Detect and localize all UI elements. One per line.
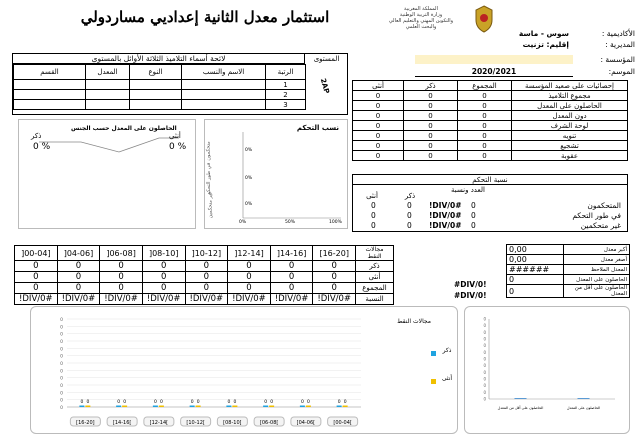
range-cell: 0 <box>270 261 313 272</box>
y-tick-label: 0 <box>483 389 486 395</box>
top-students-title: لائحة أسماء التلاميذ الثلاثة الأوائل بالمستوى <box>13 54 305 64</box>
bar <box>122 406 127 408</box>
y-tick-label: 0 <box>60 347 63 353</box>
mastery-percent: #DIV/0! <box>429 221 462 230</box>
table-row <box>507 285 630 298</box>
bar-data-label: 0 <box>337 400 341 405</box>
range-cell: #DIV/0! <box>313 294 356 305</box>
season-row <box>400 66 635 77</box>
range-cell: 0 <box>313 283 356 294</box>
table-row <box>353 91 628 101</box>
female-cell: 0 <box>353 131 404 141</box>
range-cell: 0 <box>313 272 356 283</box>
top-students-table <box>13 64 306 110</box>
total-cell: 0 <box>458 111 512 121</box>
y-tick-label: 0 <box>483 376 486 382</box>
range-extra-value: #DIV/0! <box>454 280 487 289</box>
ministry-line: وزارة التربية الوطنية <box>399 12 443 18</box>
y-tick-label: 0 <box>60 318 63 323</box>
column-header: ذكر <box>404 81 458 91</box>
table-row <box>15 272 394 283</box>
column-header: المجموع <box>458 81 512 91</box>
level-value: 2AP <box>318 77 331 95</box>
table-header-row <box>15 246 394 261</box>
bar-data-label: 0 <box>300 400 304 405</box>
female-cell: 0 <box>353 111 404 121</box>
mastery-row <box>353 201 627 211</box>
x-tick-label: [04-06[ <box>296 420 316 426</box>
table-row <box>353 141 628 151</box>
range-cell: #DIV/0! <box>15 294 58 305</box>
mastery-female: 0 <box>371 211 376 220</box>
y-tick-label: 0 <box>483 343 486 349</box>
academy-row <box>505 28 635 39</box>
bar <box>578 398 590 399</box>
bar <box>232 406 237 408</box>
academy-label: الأكاديمية : <box>601 29 635 38</box>
class-cell[interactable] <box>14 100 86 110</box>
range-cell: 0 <box>100 261 143 272</box>
bar <box>79 406 84 408</box>
y-tick-label: 0 <box>483 349 486 355</box>
mastery-chart-axes <box>205 120 349 230</box>
male-value: 0 % <box>33 142 51 152</box>
y-tick-label: 0 <box>60 354 63 360</box>
mastery-male: 0 <box>407 221 412 230</box>
score-ranges-chart-svg <box>31 307 459 435</box>
mastery-column-header: أنثى <box>366 192 378 200</box>
row-label: المعدل الملاحظ <box>564 265 630 275</box>
table-row <box>14 100 306 110</box>
total-cell: 0 <box>458 151 512 161</box>
bar <box>300 406 305 408</box>
legend-swatch <box>431 351 436 356</box>
row-label: المتحكمون <box>587 201 621 210</box>
ministry-line: والبحث العلمي <box>405 24 437 30</box>
chart-title: مجالات النقط <box>397 318 431 325</box>
male-cell: 0 <box>404 111 458 121</box>
school-row <box>400 54 635 65</box>
bar-data-label: 0 <box>86 400 90 405</box>
bar <box>515 398 527 399</box>
mastery-subheader: العدد ونسبة <box>451 186 485 194</box>
average-counts-chart-svg <box>465 307 631 435</box>
row-label: الحاصلون على أقل من المعدل <box>564 285 630 298</box>
row-label: الحاصلون على المعدل <box>564 275 630 285</box>
female-cell: 0 <box>353 151 404 161</box>
male-cell: 0 <box>404 91 458 101</box>
column-header: إحصائيات على صعيد المؤسسة <box>512 81 628 91</box>
bar <box>85 406 90 408</box>
row-label: مجموع التلاميذ <box>512 91 628 101</box>
y-tick-label: 0 <box>483 396 486 402</box>
range-cell: 0 <box>57 261 100 272</box>
female-cell: 0 <box>353 141 404 151</box>
gender-cell[interactable] <box>130 100 182 110</box>
school-info <box>505 28 635 50</box>
average-cell[interactable] <box>86 100 130 110</box>
x-tick-label: 100% <box>329 220 342 225</box>
season-value: 2020/2021 <box>415 67 573 77</box>
ministry-header <box>374 6 468 30</box>
column-header: [10-12[ <box>185 246 228 261</box>
range-cell: 0 <box>100 272 143 283</box>
row-label: تنويه <box>512 131 628 141</box>
male-cell: 0 <box>404 121 458 131</box>
season-label: الموسم: <box>608 67 635 76</box>
y-tick-label: 0 <box>60 398 63 404</box>
bar <box>116 406 121 408</box>
bar <box>337 406 342 408</box>
bar-data-label: 0 <box>264 400 268 405</box>
mastery-percent: #DIV/0! <box>429 211 462 220</box>
average-value: 0 <box>507 275 564 285</box>
row-label: المجموع <box>356 283 394 294</box>
column-header: الرتبة <box>266 65 306 80</box>
mastery-column-header: ذكر <box>404 192 416 200</box>
legend-label: أنثى <box>441 375 453 382</box>
average-value: 0,00 <box>507 245 564 255</box>
y-tick-label: 0 <box>483 369 486 375</box>
bar <box>153 406 158 408</box>
y-tick-label: 0 <box>483 383 486 389</box>
range-cell: 0 <box>57 272 100 283</box>
range-cell: #DIV/0! <box>185 294 228 305</box>
legend-swatch <box>431 379 436 384</box>
bar-data-label: 0% <box>245 202 253 207</box>
x-tick-label: [16-20] <box>76 420 95 426</box>
ministry-line: المملكة المغربية <box>404 6 438 12</box>
table-row <box>507 265 630 275</box>
school-label: المؤسسة : <box>600 55 635 64</box>
y-tick-label: 0 <box>483 363 486 369</box>
male-cell: 0 <box>404 101 458 111</box>
gender-cell[interactable] <box>130 80 182 90</box>
coat-of-arms-icon <box>472 4 496 34</box>
range-cell: 0 <box>228 283 271 294</box>
y-tick-label: 0 <box>60 362 63 367</box>
total-cell: 0 <box>458 101 512 111</box>
class-cell[interactable] <box>14 80 86 90</box>
y-tick-label: 0 <box>483 316 486 322</box>
y-tick-label: 0 <box>483 336 486 342</box>
range-cell: 0 <box>185 283 228 294</box>
y-tick-label: 0 <box>60 376 63 382</box>
range-cell: 0 <box>142 261 185 272</box>
y-tick-label: 0 <box>483 323 486 329</box>
range-cell: #DIV/0! <box>270 294 313 305</box>
table-row <box>353 101 628 111</box>
male-cell: 0 <box>404 131 458 141</box>
bar-data-label: 0% <box>245 148 253 153</box>
range-cell: 0 <box>15 283 58 294</box>
range-extra-value: #DIV/0! <box>454 291 487 300</box>
rank-cell: 1 <box>266 80 306 90</box>
x-tick-label: [08-10[ <box>223 420 242 426</box>
bar <box>343 406 348 408</box>
table-row <box>353 111 628 121</box>
range-cell: 0 <box>270 283 313 294</box>
mastery-title: نسبة التحكم <box>353 175 627 185</box>
total-cell: 0 <box>458 121 512 131</box>
range-cell: 0 <box>15 272 58 283</box>
column-header: أنثى <box>353 81 404 91</box>
y-tick-label: 0 <box>483 329 486 335</box>
mastery-total: 0 <box>471 221 476 230</box>
top-students-panel <box>12 53 348 115</box>
female-value: 0 % <box>169 142 187 152</box>
x-tick-label: [10-12[ <box>186 420 205 426</box>
table-row <box>15 294 394 305</box>
range-cell: #DIV/0! <box>228 294 271 305</box>
column-header: المعدل <box>86 65 130 80</box>
averages-table <box>506 244 630 298</box>
mastery-female: 0 <box>371 201 376 210</box>
y-tick-label: 0 <box>60 340 63 345</box>
table-row <box>507 245 630 255</box>
column-header: [12-14[ <box>228 246 271 261</box>
bar <box>226 406 231 408</box>
x-tick-label: الحاصلون على المعدل <box>566 406 601 410</box>
column-header: القسم <box>14 65 86 80</box>
y-tick-label: 0 <box>60 391 63 397</box>
academy-value: سوس - ماسة <box>518 29 569 38</box>
table-header-row <box>14 65 306 80</box>
bar-data-label: 0 <box>123 400 127 405</box>
row-label: غير متحكمين <box>580 221 621 230</box>
level-label: المستوى <box>313 55 340 63</box>
female-cell: 0 <box>353 91 404 101</box>
name-cell[interactable] <box>182 80 266 90</box>
average-cell[interactable] <box>86 90 130 100</box>
name-cell[interactable] <box>182 100 266 110</box>
average-value: 0,00 <box>507 255 564 265</box>
legend-label: ذكر <box>442 347 452 354</box>
male-label: ذكر <box>31 132 42 140</box>
column-header: [04-06[ <box>57 246 100 261</box>
directorate-label: المديرية : <box>605 40 635 49</box>
row-label: عقوبة <box>512 151 628 161</box>
table-row <box>507 255 630 265</box>
row-label: تشجيع <box>512 141 628 151</box>
average-value: ###### <box>507 265 564 275</box>
y-tick-label: 0 <box>60 369 63 375</box>
bar-data-label: 0 <box>159 400 163 405</box>
bar-data-label: 0 <box>306 400 310 405</box>
range-cell: 0 <box>142 283 185 294</box>
range-cell: #DIV/0! <box>57 294 100 305</box>
bar-data-label: 0 <box>227 400 231 405</box>
bar <box>159 406 164 408</box>
table-row <box>14 90 306 100</box>
range-cell: 0 <box>57 283 100 294</box>
bar <box>306 406 311 408</box>
y-tick-label: 0 <box>60 332 63 338</box>
y-category-label: غير متحكمين <box>207 191 214 219</box>
bar-data-label: 0 <box>80 400 84 405</box>
school-field[interactable] <box>415 55 573 64</box>
range-cell: 0 <box>15 261 58 272</box>
x-tick-label: [14-16[ <box>112 420 132 426</box>
column-header: [14-16[ <box>270 246 313 261</box>
column-header: [06-08[ <box>100 246 143 261</box>
row-label: أنثى <box>356 272 394 283</box>
row-label: أكبر معدل <box>564 245 630 255</box>
row-label: أصغر معدل <box>564 255 630 265</box>
y-tick-label: 0 <box>60 406 63 411</box>
x-tick-label: 50% <box>285 220 296 225</box>
mastery-panel <box>352 174 628 232</box>
x-tick-label: [06-08[ <box>259 420 279 426</box>
name-cell[interactable] <box>182 90 266 100</box>
female-cell: 0 <box>353 121 404 131</box>
mastery-chart-card <box>204 119 348 229</box>
table-row <box>14 80 306 90</box>
row-label: دون المعدل <box>512 111 628 121</box>
bar-data-label: 0 <box>233 400 237 405</box>
table-row <box>353 131 628 141</box>
mastery-total: 0 <box>471 211 476 220</box>
female-label: أنثى <box>169 132 181 140</box>
table-row <box>15 283 394 294</box>
x-tick-label: [12-14[ <box>149 420 169 426</box>
column-header: [16-20] <box>313 246 356 261</box>
range-cell: 0 <box>142 272 185 283</box>
average-value: 0 <box>507 285 564 298</box>
class-cell[interactable] <box>14 90 86 100</box>
mastery-male: 0 <box>407 201 412 210</box>
rank-cell: 3 <box>266 100 306 110</box>
table-row <box>353 121 628 131</box>
y-tick-label: 0 <box>60 325 63 331</box>
row-label: النسبة <box>356 294 394 305</box>
range-cell: #DIV/0! <box>142 294 185 305</box>
total-cell: 0 <box>458 91 512 101</box>
mastery-female: 0 <box>371 221 376 230</box>
total-cell: 0 <box>458 141 512 151</box>
column-header: [08-10[ <box>142 246 185 261</box>
range-cell: 0 <box>100 283 143 294</box>
gender-average-card <box>18 119 196 229</box>
score-ranges-chart <box>30 306 458 434</box>
table-row <box>507 275 630 285</box>
y-category-label: متحكمون <box>205 141 212 161</box>
row-label: في طور التحكم <box>572 211 621 220</box>
range-cell: 0 <box>185 272 228 283</box>
column-header: [00-04[ <box>15 246 58 261</box>
mastery-male: 0 <box>407 211 412 220</box>
bar-data-label: 0 <box>153 400 157 405</box>
range-cell: 0 <box>228 272 271 283</box>
row-label: لوحة الشرف <box>512 121 628 131</box>
range-cell: #DIV/0! <box>100 294 143 305</box>
range-cell: 0 <box>185 261 228 272</box>
bar <box>190 406 195 408</box>
mastery-percent: #DIV/0! <box>429 201 462 210</box>
directorate-value: إقليم: تزنيت <box>522 40 569 49</box>
school-stats-table <box>352 80 628 161</box>
rank-cell: 2 <box>266 90 306 100</box>
total-cell: 0 <box>458 131 512 141</box>
female-cell: 0 <box>353 101 404 111</box>
directorate-row <box>505 39 635 50</box>
score-ranges-table <box>14 245 394 305</box>
row-label: ذكر <box>356 261 394 272</box>
range-cell: 0 <box>313 261 356 272</box>
average-counts-chart <box>464 306 630 434</box>
bar-data-label: 0 <box>343 400 347 405</box>
column-header: الاسم والنسب <box>182 65 266 80</box>
page-title: استثمار معدل الثانية إعداديي مساردولي <box>80 8 330 26</box>
column-header: مجالات النقط <box>356 246 394 261</box>
x-tick-label: 0% <box>239 220 247 225</box>
table-row <box>353 151 628 161</box>
average-cell[interactable] <box>86 80 130 90</box>
bar-data-label: 0% <box>245 176 253 181</box>
bar <box>269 406 274 408</box>
bar-data-label: 0 <box>190 400 194 405</box>
x-tick-label: الحاصلون على أقل من المعدل <box>497 406 544 410</box>
row-label: الحاصلون على المعدل <box>512 101 628 111</box>
bar <box>196 406 201 408</box>
range-cell: 0 <box>228 261 271 272</box>
male-cell: 0 <box>404 151 458 161</box>
mastery-row <box>353 221 627 231</box>
bar-data-label: 0 <box>270 400 274 405</box>
bar-data-label: 0 <box>117 400 121 405</box>
bar-data-label: 0 <box>196 400 200 405</box>
male-cell: 0 <box>404 141 458 151</box>
column-header: النوع <box>130 65 182 80</box>
y-category-label: في طور التحكم <box>206 162 213 196</box>
x-tick-label: [00-04[ <box>333 420 352 426</box>
table-header-row <box>353 81 628 91</box>
mastery-chart-title: نسب التحكم <box>296 124 339 132</box>
gender-average-title: الحاصلون على المعدل حسب الجنس <box>71 125 177 132</box>
mastery-total: 0 <box>471 201 476 210</box>
y-tick-label: 0 <box>483 356 486 362</box>
bar <box>263 406 268 408</box>
gender-cell[interactable] <box>130 90 182 100</box>
mastery-row <box>353 211 627 221</box>
y-tick-label: 0 <box>60 384 63 389</box>
ministry-line: والتكوين المهني والتعليم العالي <box>388 18 454 24</box>
table-row <box>15 261 394 272</box>
range-cell: 0 <box>270 272 313 283</box>
